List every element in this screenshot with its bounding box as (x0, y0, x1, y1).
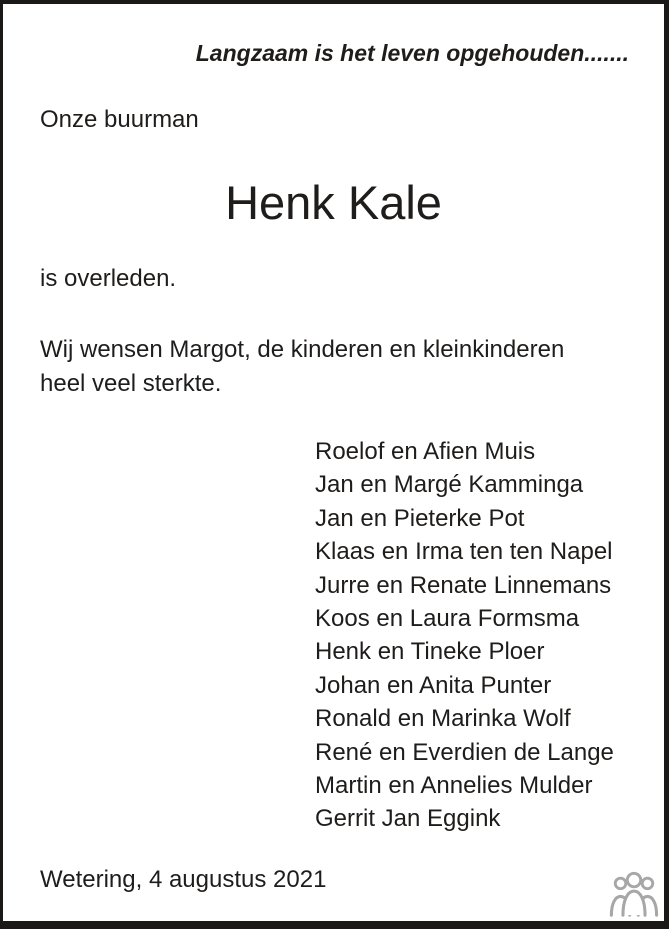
signatory-item: Ronald en Marinka Wolf (315, 705, 571, 733)
signatory-item: Jan en Margé Kamminga (315, 471, 584, 499)
signatories-list (315, 435, 614, 836)
signatory-item: René en Everdien de Lange (315, 738, 614, 766)
signatory-item: Henk en Tineke Ploer (315, 638, 545, 666)
signatory-item: Jurre en Renate Linnemans (315, 571, 612, 599)
opening-quote: Langzaam is het leven opgehouden....... (195, 40, 629, 66)
signatory-item: Jan en Pieterke Pot (315, 504, 525, 532)
people-group-icon (609, 870, 659, 918)
signatory-item: Gerrit Jan Eggink (315, 805, 501, 833)
condolence-text (40, 333, 564, 401)
signatory-item: Koos en Laura Formsma (315, 605, 580, 633)
condolence-line: Wij wensen Margot, de kinderen en kleinkinderen (40, 336, 565, 363)
place-date: Wetering, 4 augustus 2021 (40, 866, 327, 893)
condolence-line: heel veel sterkte. (40, 370, 222, 397)
statement-line: is overleden. (40, 265, 177, 292)
deceased-name: Henk Kale (225, 176, 442, 229)
signatory-item: Martin en Annelies Mulder (315, 772, 593, 800)
signatory-item: Johan en Anita Punter (315, 671, 552, 699)
signatory-item: Klaas en Irma ten ten Napel (315, 538, 613, 566)
signatory-item: Roelof en Afien Muis (315, 438, 536, 465)
intro-line: Onze buurman (40, 106, 199, 133)
